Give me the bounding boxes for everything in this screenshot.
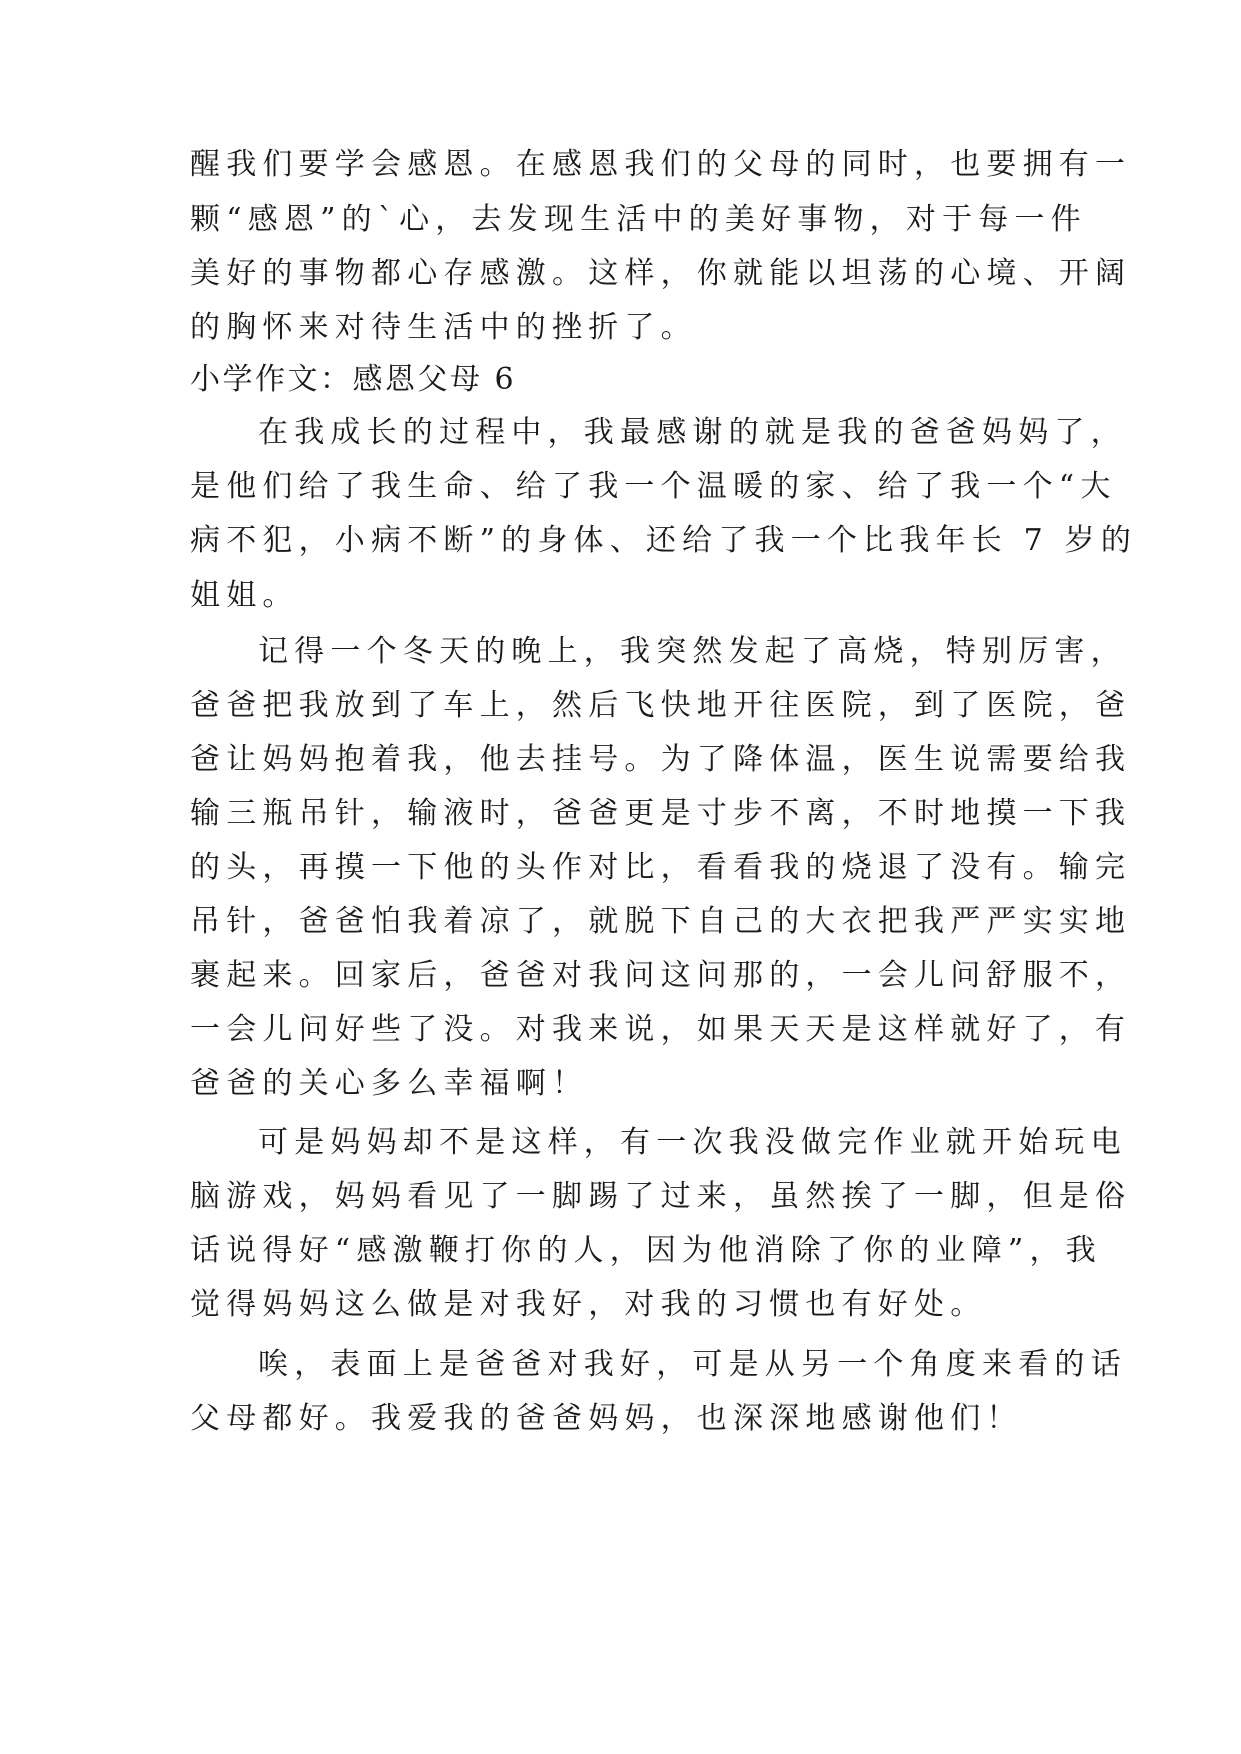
text-line: 颗“感恩”的`心，去发现生活中的美好事物，对于每一件 xyxy=(190,202,1087,237)
text-line: 觉得妈妈这么做是对我好，对我的习惯也有好处。 xyxy=(190,1287,987,1322)
text-line: 是他们给了我生命、给了我一个温暖的家、给了我一个“大 xyxy=(190,469,1117,504)
text-line: 父母都好。我爱我的爸爸妈妈，也深深地感谢他们！ xyxy=(190,1401,1023,1436)
text-line: 在我成长的过程中，我最感谢的就是我的爸爸妈妈了， xyxy=(258,415,1127,450)
text-line: 一会儿问好些了没。对我来说，如果天天是这样就好了，有 xyxy=(190,1012,1132,1047)
text-line: 醒我们要学会感恩。在感恩我们的父母的同时，也要拥有一 xyxy=(190,147,1132,182)
text-line: 爸让妈妈抱着我，他去挂号。为了降体温，医生说需要给我 xyxy=(190,742,1132,777)
text-line: 唉，表面上是爸爸对我好，可是从另一个角度来看的话 xyxy=(258,1347,1127,1382)
text-line: 病不犯，小病不断”的身体、还给了我一个比我年长 7 岁的 xyxy=(190,523,1138,558)
text-line: 话说得好“感激鞭打你的人，因为他消除了你的业障”，我 xyxy=(190,1233,1102,1268)
text-line: 的头，再摸一下他的头作对比，看看我的烧退了没有。输完 xyxy=(190,850,1132,885)
text-line: 爸爸把我放到了车上，然后飞快地开往医院，到了医院，爸 xyxy=(190,688,1132,723)
text-line: 脑游戏，妈妈看见了一脚踢了过来，虽然挨了一脚，但是俗 xyxy=(190,1179,1132,1214)
text-line: 美好的事物都心存感激。这样，你就能以坦荡的心境、开阔 xyxy=(190,256,1132,291)
section-heading: 小学作文：感恩父母 6 xyxy=(190,362,517,397)
text-line: 姐姐。 xyxy=(190,578,299,613)
text-line: 裹起来。回家后，爸爸对我问这问那的，一会儿问舒服不， xyxy=(190,958,1132,993)
text-line: 的胸怀来对待生活中的挫折了。 xyxy=(190,310,697,345)
text-line: 记得一个冬天的晚上，我突然发起了高烧，特别厉害， xyxy=(258,634,1127,669)
text-line: 输三瓶吊针，输液时，爸爸更是寸步不离，不时地摸一下我 xyxy=(190,796,1132,831)
text-line: 爸爸的关心多么幸福啊！ xyxy=(190,1066,589,1101)
text-line: 吊针，爸爸怕我着凉了，就脱下自己的大衣把我严严实实地 xyxy=(190,904,1132,939)
text-line: 可是妈妈却不是这样，有一次我没做完作业就开始玩电 xyxy=(258,1125,1127,1160)
